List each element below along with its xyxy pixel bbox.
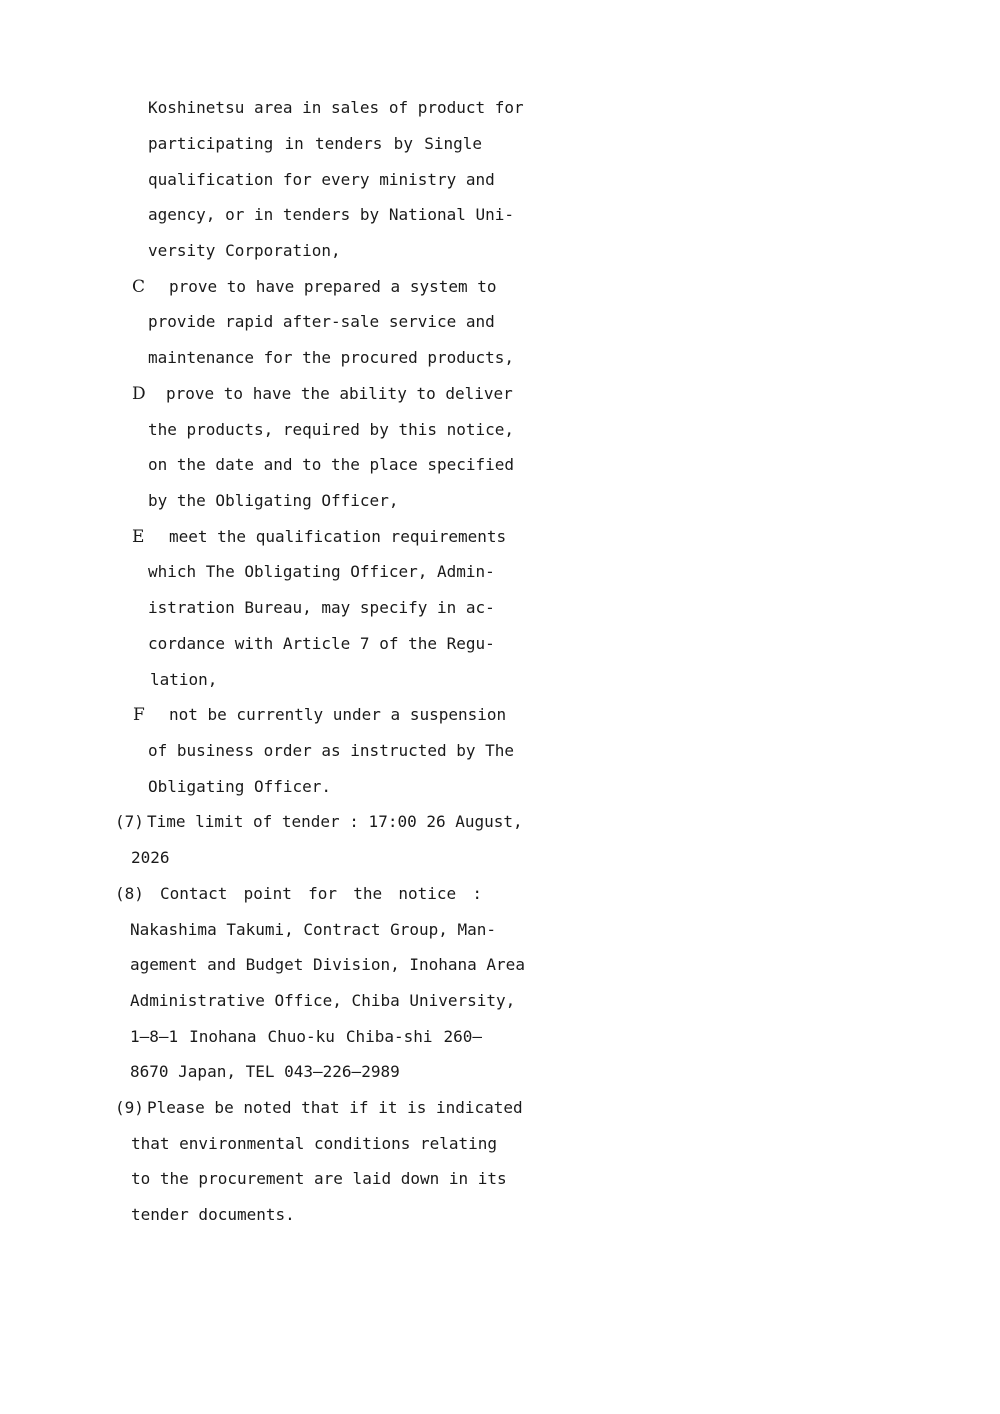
paragraph-line: of business order as instructed by The	[148, 741, 515, 760]
paragraph-line: prove to have prepared a system to	[169, 277, 497, 296]
list-marker: C	[132, 277, 146, 297]
paragraph-line: qualification for every ministry and	[148, 170, 495, 189]
paragraph-line: istration Bureau, may specify in ac-	[148, 598, 495, 617]
paragraph-line: provide rapid after-sale service and	[148, 312, 495, 331]
paragraph-line: the products, required by this notice,	[148, 420, 515, 439]
paragraph-line: participating in tenders by Single	[148, 134, 482, 153]
list-marker: D	[132, 384, 146, 404]
item-number: (8)	[115, 884, 144, 903]
paragraph-line: on the date and to the place specified	[148, 455, 515, 474]
paragraph-line: which The Obligating Officer, Admin-	[148, 562, 495, 581]
paragraph-line: 1—8—1 Inohana Chuo-ku Chiba-shi 260—	[130, 1027, 482, 1046]
paragraph-line: 8670 Japan, TEL 043—226—2989	[130, 1062, 400, 1081]
paragraph-line: Administrative Office, Chiba University,	[130, 991, 516, 1010]
item-number: (7)	[115, 812, 144, 831]
paragraph-line: meet the qualification requirements	[169, 527, 507, 546]
paragraph-line: not be currently under a suspension	[169, 705, 507, 724]
paragraph-line: tender documents.	[131, 1205, 295, 1224]
paragraph-line: Nakashima Takumi, Contract Group, Man-	[130, 920, 497, 939]
paragraph-line: to the procurement are laid down in its	[131, 1169, 507, 1188]
item-number: (9)	[115, 1098, 144, 1117]
paragraph-line: Koshinetsu area in sales of product for	[148, 98, 524, 117]
list-marker: E	[132, 527, 145, 547]
paragraph-line: lation,	[150, 670, 218, 689]
paragraph-line: 2026	[131, 848, 170, 867]
paragraph-line: Contact point for the notice :	[160, 884, 482, 903]
paragraph-line: by the Obligating Officer,	[148, 491, 399, 510]
paragraph-line: cordance with Article 7 of the Regu-	[148, 634, 495, 653]
paragraph-line: Please be noted that if it is indicated	[147, 1098, 523, 1117]
paragraph-line: that environmental conditions relating	[131, 1134, 498, 1153]
paragraph-line: maintenance for the procured products,	[148, 348, 515, 367]
paragraph-line: Time limit of tender : 17:00 26 August,	[147, 812, 523, 831]
paragraph-line: agement and Budget Division, Inohana Area	[130, 955, 525, 974]
paragraph-line: versity Corporation,	[148, 241, 341, 260]
paragraph-line: agency, or in tenders by National Uni-	[148, 205, 515, 224]
list-marker: F	[133, 705, 145, 725]
paragraph-line: Obligating Officer.	[148, 777, 332, 796]
paragraph-line: prove to have the ability to deliver	[166, 384, 513, 403]
